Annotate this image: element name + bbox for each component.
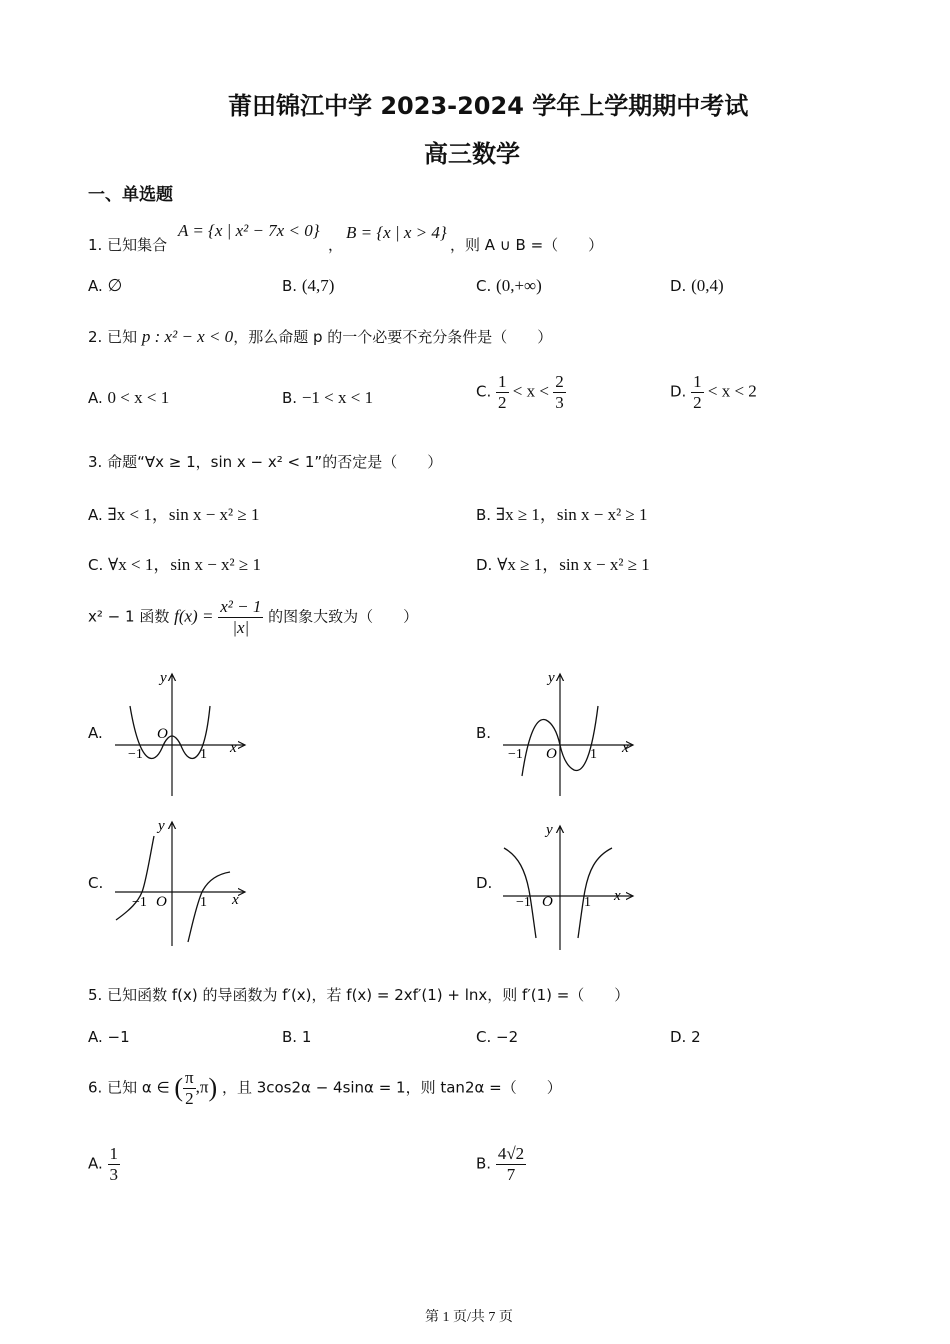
tick-neg1: −1 <box>516 895 531 910</box>
option-text: 1 <box>301 1028 312 1046</box>
option-text: −1 <box>107 1028 130 1046</box>
option-d[interactable] <box>670 1028 701 1046</box>
option-label: D. <box>476 556 493 574</box>
x-label: x <box>614 888 621 904</box>
set-b-expression: B = {x | x > 4} <box>346 223 447 242</box>
option-c[interactable] <box>476 276 542 296</box>
option-b[interactable] <box>282 388 373 408</box>
option-text: −1 < x < 1 <box>301 388 374 407</box>
option-text: (0,+∞) <box>496 276 542 295</box>
graph-d[interactable] <box>498 820 643 955</box>
option-b[interactable] <box>282 1028 311 1046</box>
question-3 <box>88 451 442 472</box>
tick-1: 1 <box>200 895 207 910</box>
option-text: −2 <box>496 1028 519 1046</box>
option-label: D. <box>670 277 687 295</box>
option-c[interactable]: C. $\frac{1}{2}$ < x < $\frac{2}{3}$ <box>476 372 564 412</box>
option-d[interactable] <box>670 276 724 296</box>
option-text: ∅ <box>107 276 123 295</box>
x-label: x <box>232 892 239 908</box>
paren-open: ( <box>174 1073 184 1103</box>
separator: ， <box>328 236 344 254</box>
question-5 <box>88 984 629 1005</box>
option-a[interactable] <box>88 276 122 296</box>
question-stem-tail: ，那么命题 p 的一个必要不充分条件是（ ） <box>233 328 553 346</box>
graph-c[interactable] <box>110 816 255 951</box>
set-a-expression: A = {x | x² − 7x < 0} <box>178 221 320 240</box>
section-heading: 一、单选题 <box>88 185 173 205</box>
question-1 <box>88 234 167 255</box>
question-stem: 命题“∀x ≥ 1，sin x − x² < 1”的否定是（ ） <box>107 453 443 471</box>
option-label: B. <box>476 1154 492 1173</box>
question-number: 2. <box>88 328 103 346</box>
curve-right-branch <box>188 872 230 942</box>
graph-a[interactable] <box>110 666 255 801</box>
x-label: x <box>622 740 629 756</box>
question-2 <box>88 326 552 347</box>
option-label: B. <box>282 277 298 295</box>
option-label: A. <box>88 389 103 407</box>
question-stem: 已知集合 <box>107 236 168 254</box>
question-number: x² − 1 <box>88 607 135 626</box>
question-stem-tail: ，且 3cos2α − 4sinα = 1，则 tan2α =（ ） <box>221 1078 562 1097</box>
option-a[interactable] <box>88 1028 130 1046</box>
option-label: D. <box>670 1028 687 1046</box>
option-c[interactable]: C. <box>88 874 104 892</box>
option-d[interactable]: D. <box>476 874 493 892</box>
fraction: $\frac{1}{2}$ <box>498 372 507 412</box>
question-stem-tail: ，则 A ∪ B =（ ） <box>450 236 604 254</box>
graph-b[interactable] <box>498 666 643 801</box>
option-text: 2 <box>691 1028 701 1046</box>
fraction: $\frac{1}{3}$ <box>109 1144 119 1184</box>
function-name: f(x) = <box>174 606 214 626</box>
option-d[interactable]: D. $\frac{1}{2}$ < x < 2 <box>670 372 757 412</box>
option-label: A. <box>88 1154 103 1173</box>
tick-neg1: −1 <box>128 747 143 762</box>
origin-label: O <box>542 894 553 910</box>
option-a[interactable] <box>88 1144 120 1184</box>
origin-label: O <box>157 726 168 742</box>
y-label: y <box>546 822 553 838</box>
option-label: A. <box>88 277 103 295</box>
question-stem: 函数 <box>139 607 170 626</box>
curve-left-branch <box>504 848 536 938</box>
option-text: ∃x < 1，sin x − x² ≥ 1 <box>107 505 260 524</box>
option-text: (0,4) <box>691 276 724 295</box>
option-label: C. <box>476 1028 492 1046</box>
option-label: C. <box>476 382 492 401</box>
option-text: ∀x < 1，sin x − x² ≥ 1 <box>108 555 261 574</box>
option-label: A. <box>88 506 103 524</box>
x-label: x <box>230 740 237 756</box>
fraction: $\frac{1}{2}$ <box>693 372 702 412</box>
question-number: 3. <box>88 453 103 471</box>
tick-1: 1 <box>590 747 597 762</box>
option-text: 0 < x < 1 <box>107 388 170 407</box>
option-label: C. <box>476 277 492 295</box>
question-number: 1. <box>88 236 103 254</box>
option-b[interactable] <box>282 276 334 296</box>
option-label: B. <box>476 506 492 524</box>
question-6: 6. 已知 α ∈ ( $\frac{\pi}{2}$ ,π) ，且 3cos2α − 4sinα = 1，则 tan2α =（ ） <box>88 1068 562 1108</box>
option-label: D. <box>670 382 687 401</box>
origin-label: O <box>156 894 167 910</box>
y-label: y <box>160 670 167 686</box>
option-a[interactable] <box>88 500 259 525</box>
option-text: (4,7) <box>301 276 335 295</box>
question-stem: 已知函数 f(x) 的导函数为 f′(x)，若 f(x) = 2xf′(1) + lnx，则 f′(1) =（ ） <box>107 986 630 1004</box>
question-number: 6. <box>88 1078 103 1097</box>
premise-expression: p : x² − x < 0 <box>141 327 234 346</box>
fraction: $\frac{\pi}{2}$ <box>185 1068 194 1108</box>
question-stem-tail: 的图象大致为（ ） <box>268 607 419 626</box>
option-b[interactable]: B. <box>476 724 492 742</box>
origin-label: O <box>546 746 557 762</box>
tick-1: 1 <box>200 747 207 762</box>
tick-neg1: −1 <box>508 747 523 762</box>
option-label: B. <box>282 1028 298 1046</box>
option-c[interactable] <box>476 1028 518 1046</box>
option-text: ∀x ≥ 1，sin x − x² ≥ 1 <box>497 555 650 574</box>
question-number: 5. <box>88 986 103 1004</box>
option-d[interactable] <box>476 550 650 575</box>
paren-close: ) <box>208 1073 218 1103</box>
question-stem: 已知 α ∈ <box>107 1078 170 1097</box>
curve-right-branch <box>578 848 612 938</box>
option-c[interactable] <box>88 550 261 575</box>
tick-neg1: −1 <box>132 895 147 910</box>
option-a[interactable]: A. <box>88 724 103 742</box>
fraction: $\frac{4√2}{7}$ <box>497 1144 525 1184</box>
y-label: y <box>158 818 165 834</box>
tick-1: 1 <box>584 895 591 910</box>
y-label: y <box>548 670 555 686</box>
option-a[interactable] <box>88 388 169 408</box>
page-subtitle: 高三数学 <box>424 140 520 168</box>
option-text: ∃x ≥ 1，sin x − x² ≥ 1 <box>495 505 648 524</box>
fraction: $\frac{\text{x² − 1}}{|x|}$ <box>220 597 262 637</box>
question-4 <box>88 597 418 637</box>
option-label: B. <box>282 389 298 407</box>
page-title: 莆田锦江中学 2023-2024 学年上学期期中考试 <box>228 92 749 120</box>
option-label: A. <box>88 1028 103 1046</box>
question-stem: 已知 <box>107 328 138 346</box>
option-b[interactable] <box>476 1144 526 1184</box>
option-b[interactable] <box>476 500 648 525</box>
fraction: $\frac{2}{3}$ <box>555 372 564 412</box>
option-label: C. <box>88 556 104 574</box>
page-footer: 第 1 页/共 7 页 <box>425 1310 513 1325</box>
